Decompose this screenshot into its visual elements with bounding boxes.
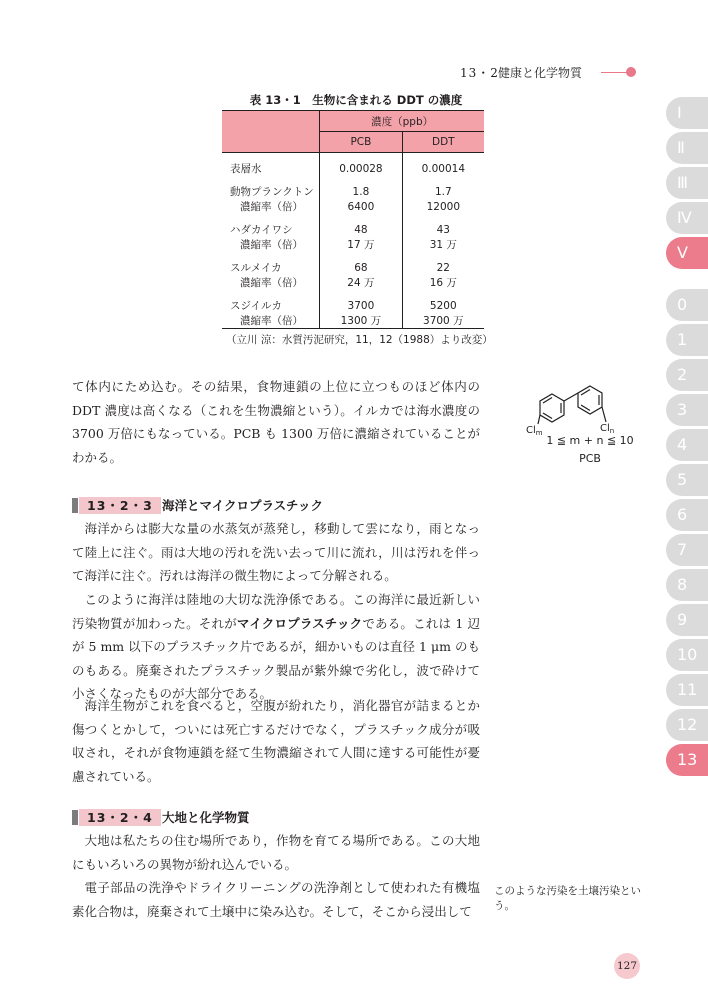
tab-chapter-5[interactable]: 5 [666, 464, 708, 496]
tab-part-5[interactable]: Ⅴ [666, 237, 708, 269]
row-label: 濃縮率（倍） [222, 313, 320, 329]
ddt-cell: 3700 万 [402, 313, 484, 329]
tab-chapter-1[interactable]: 1 [666, 324, 708, 356]
table-header-pcb: PCB [320, 132, 402, 153]
tab-chapter-8[interactable]: 8 [666, 569, 708, 601]
section-marker [72, 810, 78, 825]
table-row [222, 275, 484, 290]
tab-chapter-7[interactable]: 7 [666, 534, 708, 566]
tab-chapter-0[interactable]: 0 [666, 289, 708, 321]
tab-part-4[interactable]: Ⅳ [666, 202, 708, 234]
table-row [222, 161, 484, 176]
pcb-cell: 0.00028 [320, 161, 402, 176]
section-title: 海洋とマイクロプラスチック [162, 498, 324, 513]
pcb-cell: 6400 [320, 199, 402, 214]
section-title: 大地と化学物質 [162, 810, 250, 825]
header-dot-icon [626, 67, 636, 77]
row-label: スジイルカ [230, 300, 282, 312]
side-note: このような汚染を土壌汚染という。 [494, 885, 641, 912]
body-paragraph [72, 588, 480, 706]
tab-chapter-11[interactable]: 11 [666, 674, 708, 706]
table-header-ddt: DDT [402, 132, 484, 153]
paragraph-text: である。これは 1 辺が 5 mm 以下のプラスチック片であるが，細かいものは直径 1 μm のものもある。廃棄されたプラスチック製品が紫外線で劣化し，波で砕けて小さくなったものが大部分である。 [72, 615, 480, 701]
section-marker [72, 498, 78, 513]
pcb-cell: 1.8 [320, 184, 402, 199]
section-heading-13-2-3 [72, 497, 372, 515]
ddt-cell: 43 [402, 222, 484, 237]
tab-chapter-10[interactable]: 10 [666, 639, 708, 671]
body-paragraph: 電子部品の洗浄やドライクリーニングの洗浄剤として使われた有機塩素化合物は，廃棄されて土壌中に染み込む。そして，そこから浸出して [72, 880, 480, 919]
header-section-title: 健康と化学物質 [498, 66, 583, 80]
row-label: ハダカイワシ [230, 224, 293, 236]
page-number: 127 [614, 953, 640, 979]
pcb-cell: 24 万 [320, 275, 402, 290]
pcb-cell: 1300 万 [320, 313, 402, 329]
pcb-cell: 3700 [320, 298, 402, 313]
ddt-cell: 0.00014 [402, 161, 484, 176]
pcb-cell: 48 [320, 222, 402, 237]
keyword-microplastic: マイクロプラスチック [236, 615, 363, 631]
tab-part-3[interactable]: Ⅲ [666, 167, 708, 199]
table-header-concentration: 濃度（ppb） [320, 111, 484, 132]
row-label: スルメイカ [230, 262, 282, 274]
tab-chapter-13[interactable]: 13 [666, 744, 708, 776]
tab-chapter-4[interactable]: 4 [666, 429, 708, 461]
tab-chapter-3[interactable]: 3 [666, 394, 708, 426]
table-row [222, 184, 484, 199]
row-label: 表層水 [230, 163, 262, 175]
section-heading-13-2-4 [72, 809, 372, 827]
body-paragraph: て体内にため込む。その結果，食物連鎖の上位に立つものほど体内の DDT 濃度は高くなる（これを生物濃縮という）。イルカでは海水濃度の 3700 万倍にもなっている。PCB も 1300 万倍に濃縮されていることがわかる。 [72, 379, 480, 465]
body-paragraph: 海洋からは膨大な量の水蒸気が蒸発し，移動して雲になり，雨となって陸上に注ぐ。雨は大地の汚れを洗い去って川に流れ，川は汚れを伴って海洋に注ぐ。汚れは海洋の微生物によって分解される。 [72, 521, 480, 583]
table-row [222, 222, 484, 237]
table-source: （立川 涼：水質汚泥研究，11，12（1988）より改変） [226, 334, 493, 346]
tab-part-2[interactable]: Ⅱ [666, 132, 708, 164]
tab-chapter-9[interactable]: 9 [666, 604, 708, 636]
pcb-cell: 68 [320, 260, 402, 275]
tab-part-1[interactable]: Ⅰ [666, 97, 708, 129]
table-row [222, 260, 484, 275]
body-paragraph: 大地は私たちの住む場所であり，作物を育てる場所である。この大地にもいろいろの異物が紛れ込んでいる。 [72, 833, 480, 872]
ddt-cell: 16 万 [402, 275, 484, 290]
paragraph-text: このように海洋は陸地の大切な洗浄係である。この海洋に最近新しい汚染物質が加わった。それが [72, 592, 480, 631]
pcb-cell: 17 万 [320, 237, 402, 252]
ddt-cell: 22 [402, 260, 484, 275]
row-label: 濃縮率（倍） [240, 201, 303, 213]
ddt-cell: 5200 [402, 298, 484, 313]
cl-n-label: $Cl_n$ [600, 423, 615, 435]
ddt-cell: 1.7 [402, 184, 484, 199]
section-number: 13・2・4 [79, 809, 161, 826]
row-label: 動物プランクトン [230, 186, 314, 198]
table-row [222, 313, 484, 329]
table-header-blank [222, 111, 320, 132]
benzene-rings [538, 386, 606, 424]
table-header-row [222, 111, 484, 132]
ddt-cell: 12000 [402, 199, 484, 214]
row-label: 濃縮率（倍） [240, 239, 303, 251]
running-header [460, 64, 650, 82]
table-header-blank [222, 132, 320, 153]
section-number: 13・2・3 [79, 497, 161, 514]
ddt-concentration-table [222, 110, 484, 329]
table-row [222, 237, 484, 252]
tab-chapter-12[interactable]: 12 [666, 709, 708, 741]
table-row [222, 199, 484, 214]
pcb-label: PCB [579, 452, 601, 465]
table-header-row [222, 132, 484, 153]
table-row [222, 298, 484, 313]
header-rule [601, 72, 627, 73]
body-paragraph: 海洋生物がこれを食べると，空腹が紛れたり，消化器官が詰まるとか傷つくとかして，ついには死亡するだけでなく，プラスチック成分が吸収され，それが食物連鎖を経て生物濃縮されて人間に達する可能性が憂慮されている。 [72, 698, 480, 784]
cl-m-label: $Cl_m$ [526, 425, 543, 437]
ddt-cell: 31 万 [402, 237, 484, 252]
header-section-number: 13・2 [460, 66, 499, 80]
pcb-range-label: 1 ≦ m + n ≦ 10 [546, 434, 634, 447]
tab-chapter-2[interactable]: 2 [666, 359, 708, 391]
row-label: 濃縮率（倍） [240, 277, 303, 289]
table-caption: 表 13・1 生物に含まれる DDT の濃度 [249, 93, 463, 107]
tab-chapter-6[interactable]: 6 [666, 499, 708, 531]
